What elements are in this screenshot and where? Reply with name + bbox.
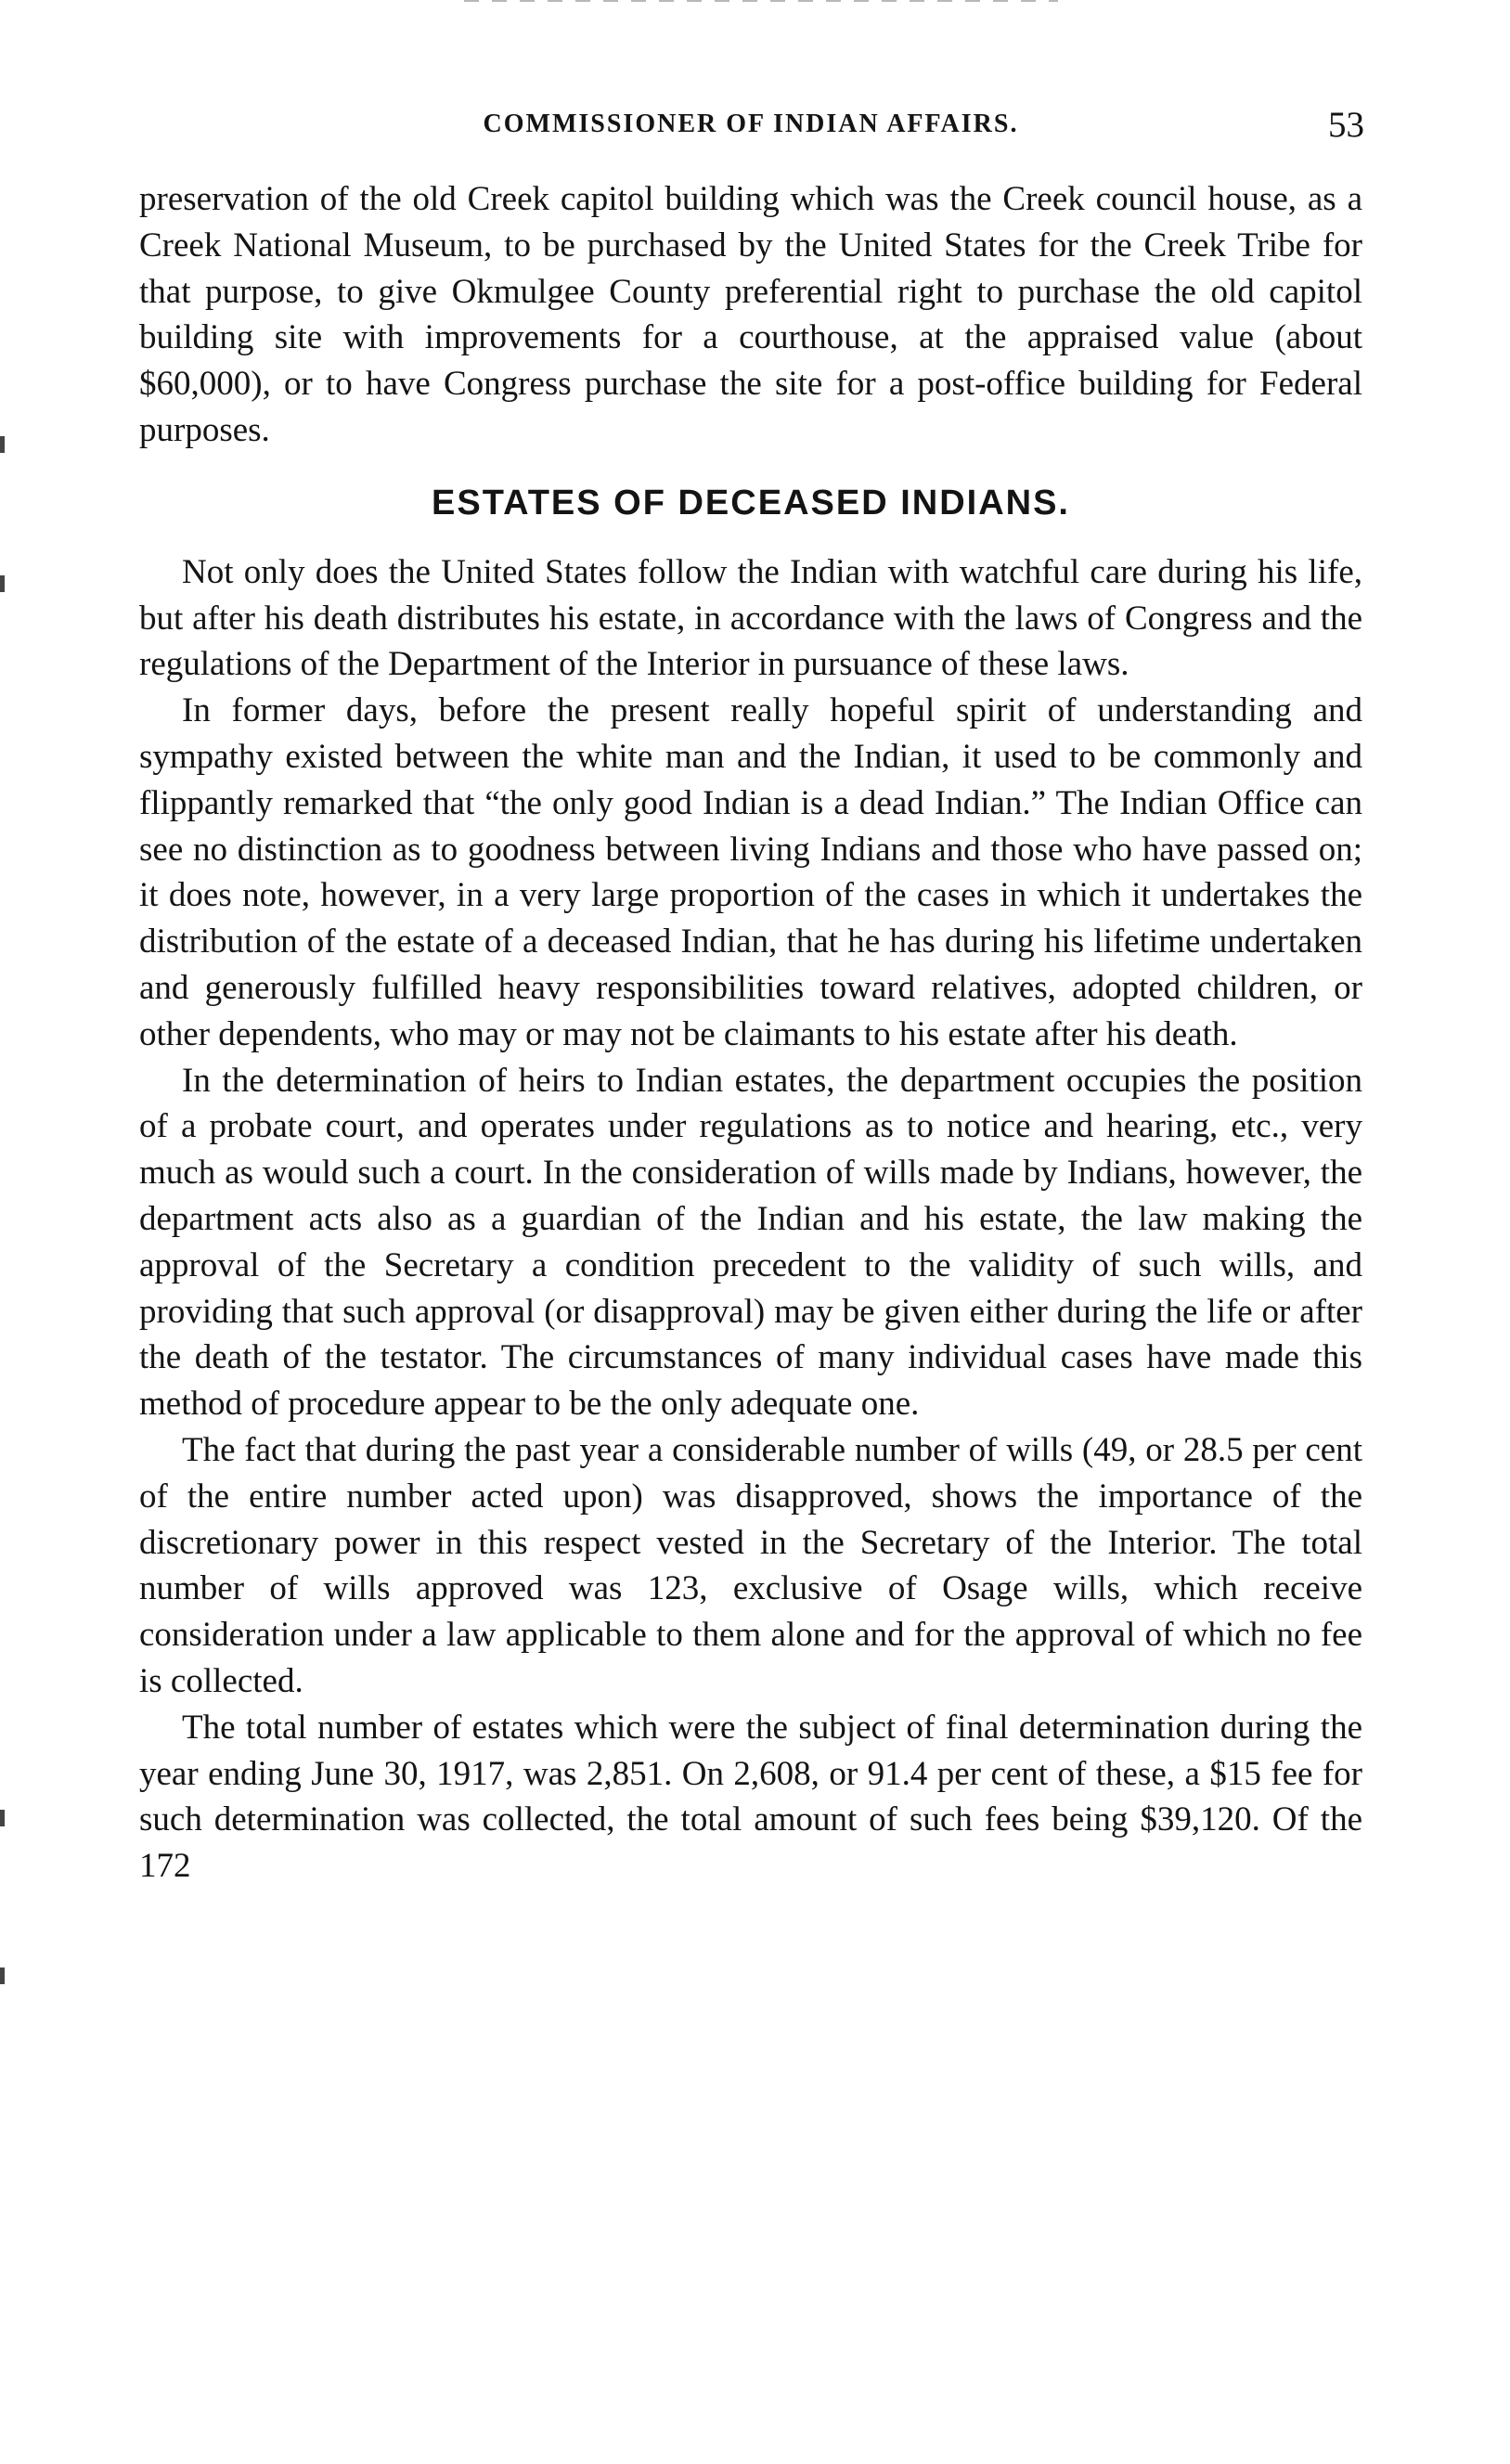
section-heading: ESTATES OF DECEASED INDIANS. [432, 483, 1070, 522]
body-paragraph: The fact that during the past year a considerable number of wills (49, or 28.5 per cent of the entire number acted upon) was disapproved, shows the importance of the discretionary power in this respect vested in the Secretary of the Interior. The total number of wills approved was 123, exclusive of Osage wills, which receive consideration under a law applicable to them alone and for the approval of which no fee is collected. [139, 1430, 1362, 1700]
running-head-title: COMMISSIONER OF INDIAN AFFAIRS. [483, 110, 1019, 138]
body-paragraph: Not only does the United States follow the Indian with watchful care during his life, but after his death distributes his estate, in accordance with the laws of Congress and the regulations of the Department of the Interior in pursuance of these laws. [139, 552, 1362, 684]
scan-margin-mark [0, 436, 5, 453]
scan-margin-mark [0, 1810, 5, 1826]
scan-edge-line [464, 0, 1058, 2]
scan-margin-mark [0, 575, 5, 592]
document-page [139, 104, 1362, 1890]
running-header [139, 104, 1362, 152]
scan-margin-mark [0, 1967, 5, 1984]
page-number: 53 [1328, 105, 1364, 145]
continuation-paragraph: preservation of the old Creek capitol building which was the Creek council house, as a Creek National Museum, to be purchased by the United States for the Creek Tribe for that purpose, to give Okmulgee County preferential right to purchase the old capitol building site with improvements for a courthouse, at the appraised value (about $60,000), or to have Congress purchase the site for a post-office building for Federal purposes. [139, 180, 1362, 449]
body-paragraph: In the determination of heirs to Indian estates, the department occupies the position of a probate court, and operates under regulations as to notice and hearing, etc., very much as would such a court. In the consideration of wills made by Indians, however, the department acts also as a guardian of the Indian and his estate, the law making the approval of the Secretary a condition precedent to the validity of such wills, and providing that such approval (or disapproval) may be given either during the life or after the death of the testator. The circumstances of many individual cases have made this method of procedure appear to be the only adequate one. [139, 1061, 1362, 1424]
body-paragraph: In former days, before the present really hopeful spirit of understanding and sympathy existed between the white man and the Indian, it used to be commonly and flippantly remarked that “the only good Indian is a dead Indian.” The Indian Office can see no distinction as to goodness between living Indians and those who have passed on; it does note, however, in a very large proportion of the cases in which it undertakes the distribution of the estate of a deceased Indian, that he has during his lifetime undertaken and generously fulfilled heavy responsibilities toward relatives, adopted children, or other dependents, who may or may not be claimants to his estate after his death. [139, 691, 1362, 1053]
body-paragraph: The total number of estates which were the subject of final determination during the year ending June 30, 1917, was 2,851. On 2,608, or 91.4 per cent of these, a $15 fee for such determination was collected, the total amount of such fees being $39,120. Of the 172 [139, 1708, 1362, 1886]
